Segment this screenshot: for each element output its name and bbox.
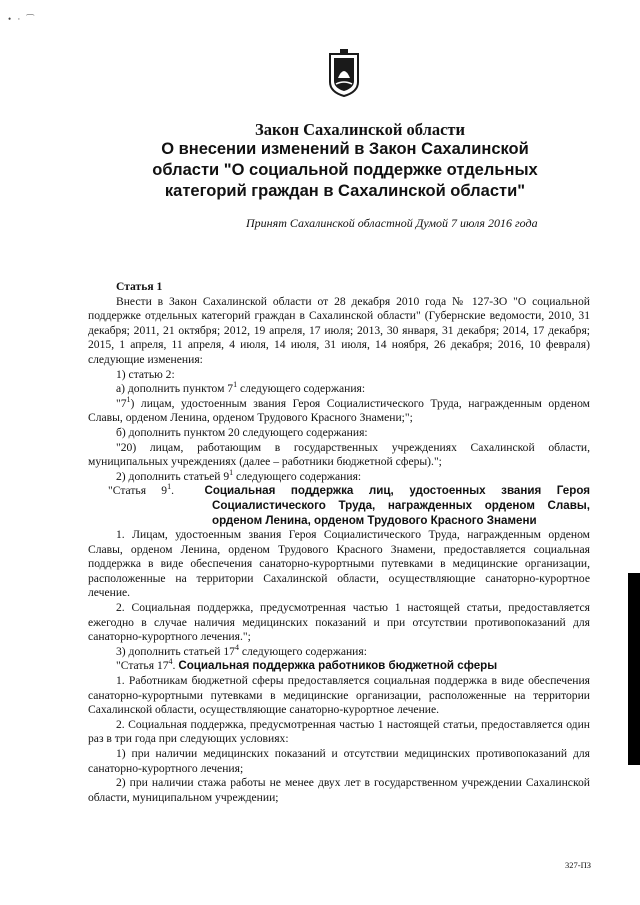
scan-edge-bar bbox=[628, 573, 640, 765]
law-subject bbox=[0, 139, 640, 202]
article-heading: Статья 1 bbox=[116, 280, 163, 293]
article-17-4-label: "Статья $17^4$. bbox=[116, 657, 179, 673]
article-9-1-part-2: 2. Социальная поддержка, предусмотренная частью 1 настоящей статьи, предоставляется ежегодно в случае наличия медицинских показаний и при отсутствии противопоказаний для санаторно-курортного лечения."; bbox=[88, 601, 590, 644]
item-1b: б) дополнить пунктом 20 следующего содержания: bbox=[116, 425, 368, 439]
document-body bbox=[88, 280, 590, 805]
article-17-4-part-1: 1. Работникам бюджетной сферы предоставляется социальная поддержка в виде обеспечения санаторно-курортными путевками в медицинские организации, расположенные на территории Сахалинской области, осуществляющие санаторно-курортное лечение. bbox=[88, 674, 590, 717]
quote-point-20: "20) лицам, работающим в государственных учреждениях Сахалинской области, муниципальных учреждениях (далее – работники бюджетной сферы)."; bbox=[88, 440, 590, 469]
scan-artifact: • · ⁀ bbox=[8, 14, 36, 24]
item-1: 1) статью 2: bbox=[116, 367, 175, 381]
page-code: 327-ПЗ bbox=[565, 860, 591, 870]
article-17-4-condition-2: 2) при наличии стажа работы не менее двух лет в государственном учреждении Сахалинской области, муниципальном учреждении; bbox=[88, 776, 590, 804]
item-2-pre: 2) дополнить статьей 9 bbox=[116, 469, 230, 483]
quote-7-sup: 1 bbox=[126, 394, 131, 404]
article-9-1-title-text: Социальная поддержка лиц, удостоенных звания Героя Социалистического Труда, награжденных орденом Славы, орденом Ленина, орденом Трудового Красного Знамени bbox=[204, 484, 591, 527]
item-3 bbox=[88, 642, 590, 660]
article-17-4-title-text: Социальная поддержка работников бюджетной сферы bbox=[178, 659, 498, 673]
intro-paragraph: Внести в Закон Сахалинской области от 28 декабря 2010 года № 127-ЗО "О социальной поддержке отдельных категорий граждан в Сахалинской области" (Губернские ведомости, 2010, 31 декабря; 2011, 21 октября; 2012, 19 апреля, 17 июля; 2013, 30 января, 31 декабря; 2014, 17 декабря; 2015, 1 апреля, 11 апреля, 4 июля, 14 июля, 31 июля, 14 ноября, 26 декабря; 2016, 10 февраля) следующие изменения: bbox=[88, 294, 590, 366]
article-9-1-title bbox=[88, 484, 590, 528]
article-9-1-part-1: 1. Лицам, удостоенным звания Героя Социалистического Труда, награжденным орденом Славы, орденом Ленина, орденом Трудового Красного Знамени, предоставляется социальная поддержка в виде обеспечения санаторно-курортными путевками в медицинские организации, расположенные на территории Сахалинской области, осуществляющие санаторно-курортное лечение. bbox=[88, 528, 590, 600]
item-2-sup: 1 bbox=[229, 467, 234, 477]
adoption-note: Принят Сахалинской областной Думой 7 июля 2016 года bbox=[246, 216, 538, 230]
quote-point-7 bbox=[88, 394, 590, 426]
article-9-1-label: "Статья $9^1$. bbox=[108, 482, 174, 498]
quote-7-pre: "7 bbox=[116, 396, 127, 410]
item-3-pre: 3) дополнить статьей 17 bbox=[116, 644, 235, 658]
item-1a-post: следующего содержания: bbox=[237, 382, 366, 396]
item-1a-pre: а) дополнить пунктом 7 bbox=[116, 382, 234, 396]
item-2 bbox=[88, 467, 590, 485]
item-3-post: следующего содержания: bbox=[238, 644, 367, 658]
law-title: Закон Сахалинской области bbox=[254, 120, 466, 139]
coat-of-arms-icon bbox=[326, 48, 362, 98]
article-17-4-title bbox=[88, 659, 590, 674]
article-17-4-condition-1: 1) при наличии медицинских показаний и отсутствии медицинских противопоказаний для санаторно-курортного лечения; bbox=[88, 747, 590, 775]
item-1a-sup: 1 bbox=[233, 380, 238, 390]
law-subject-text: О внесении изменений в Закон Сахалинской области "О социальной поддержке отдельных категорий граждан в Сахалинской области" bbox=[152, 140, 538, 200]
article-17-4-part-2: 2. Социальная поддержка, предусмотренная частью 1 настоящей статьи, предоставляется один раз в три года при следующих условиях: bbox=[88, 717, 590, 746]
item-1a bbox=[88, 382, 590, 397]
item-2-post: следующего содержания: bbox=[233, 469, 362, 483]
item-3-sup: 4 bbox=[234, 642, 239, 652]
quote-7-post: ) лицам, удостоенным звания Героя Социалистического Труда, награжденным орденом Славы, орденом Ленина, орденом Трудового Красного Знамени;"; bbox=[88, 396, 590, 425]
